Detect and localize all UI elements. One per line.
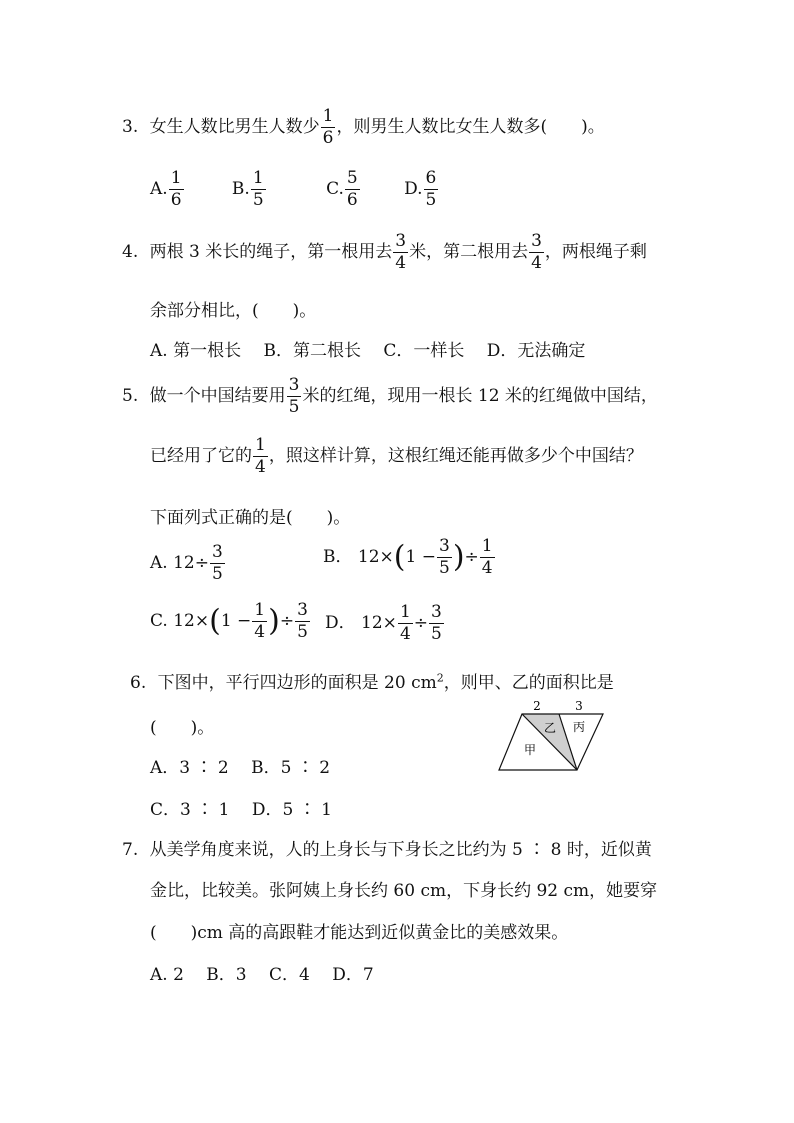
- q6-options-row2[interactable]: C．3 ∶ 1 D．5 ∶ 1: [150, 800, 332, 820]
- q7-options[interactable]: A. 2 B．3 C．4 D．7: [150, 965, 374, 985]
- question-7-line2: 金比，比较美。张阿姨上身长约 60 cm，下身长约 92 cm，她要穿: [150, 881, 658, 901]
- question-stem-end: ，则男生人数比女生人数多( )。: [336, 117, 605, 137]
- question-3: [122, 108, 605, 147]
- option-c[interactable]: C. $\frac{5}{6}$: [326, 168, 358, 210]
- question-number: 5.: [122, 386, 139, 406]
- fraction: $\frac{3}{4}$: [395, 231, 407, 273]
- question-stem: 下图中，平行四边形的面积是 20 cm: [157, 673, 437, 693]
- question-5-line3: 下面列式正确的是( )。: [150, 508, 351, 528]
- q5-option-c[interactable]: C. 12×(1 − $\frac{1}{4}$ )÷ $\frac{3}{5}$: [150, 600, 308, 642]
- option-b[interactable]: B. $\frac{1}{5}$: [231, 168, 264, 210]
- fraction: $\frac{3}{5}$: [288, 375, 300, 417]
- option-a[interactable]: A. $\frac{1}{6}$: [150, 168, 182, 210]
- segment-label-3: 3: [575, 699, 583, 713]
- q3-options: [150, 170, 439, 209]
- question-6-line2: ( )。: [150, 718, 215, 738]
- question-number: 3.: [122, 117, 139, 137]
- question-6: 6. 下图中，平行四边形的面积是 20 $cm^2$，则甲、乙的面积比是: [130, 671, 614, 693]
- question-4-line2: 余部分相比，( )。: [150, 301, 317, 321]
- question-7: [122, 835, 652, 860]
- parallelogram-figure: [495, 698, 605, 773]
- question-stem: 两根 3 米长的绳子，第一根用去: [149, 242, 393, 262]
- question-stem: 做一个中国结要用: [149, 386, 286, 406]
- region-jia: 甲: [523, 743, 537, 757]
- q4-options[interactable]: A. 第一根长 B．第二根长 C．一样长 D．无法确定: [150, 341, 586, 361]
- question-number: 6.: [130, 673, 147, 693]
- option-d[interactable]: D. $\frac{6}{5}$: [404, 168, 437, 210]
- question-7-line3: ( )cm 高的高跟鞋才能达到近似黄金比的美感效果。: [150, 923, 569, 943]
- question-number: 4.: [122, 242, 139, 262]
- fraction: $\frac{3}{4}$: [531, 231, 542, 273]
- q5-option-a[interactable]: A. 12÷ $\frac{3}{5}$: [150, 542, 223, 584]
- region-bing: 丙: [572, 720, 586, 734]
- question-number: 7.: [122, 840, 139, 860]
- q5-option-d[interactable]: D． 12× $\frac{1}{4}$ ÷ $\frac{3}{5}$: [325, 602, 442, 644]
- question-stem: 女生人数比男生人数少: [149, 117, 320, 137]
- question-5: [122, 377, 658, 416]
- question-5-line2: 已经用了它的 $\frac{1}{4}$ ，照这样计算，这根红绳还能再做多少个中国结？: [150, 435, 643, 477]
- segment-label-2: 2: [533, 699, 541, 713]
- question-stem: 从美学角度来说，人的上身长与下身长之比约为 5 ∶ 8 时，近似黄: [149, 840, 652, 860]
- fraction: $\frac{1}{4}$: [255, 435, 266, 477]
- question-stem-end: ，则甲、乙的面积比是: [443, 673, 614, 693]
- question-stem-mid: 米，第二根用去: [409, 242, 529, 262]
- question-4: [122, 233, 647, 272]
- q6-options-row1[interactable]: A．3 ∶ 2 B．5 ∶ 2: [150, 758, 331, 778]
- question-stem-end: ，两根绳子剩: [544, 242, 647, 262]
- question-stem-end: 米的红绳，现用一根长 12 米的红绳做中国结，: [302, 386, 658, 406]
- q5-option-b[interactable]: B． 12×(1 − $\frac{3}{5}$ )÷ $\frac{1}{4}$: [323, 536, 493, 578]
- region-yi: 乙: [543, 721, 557, 735]
- fraction: $\frac{1}{6}$: [322, 106, 334, 148]
